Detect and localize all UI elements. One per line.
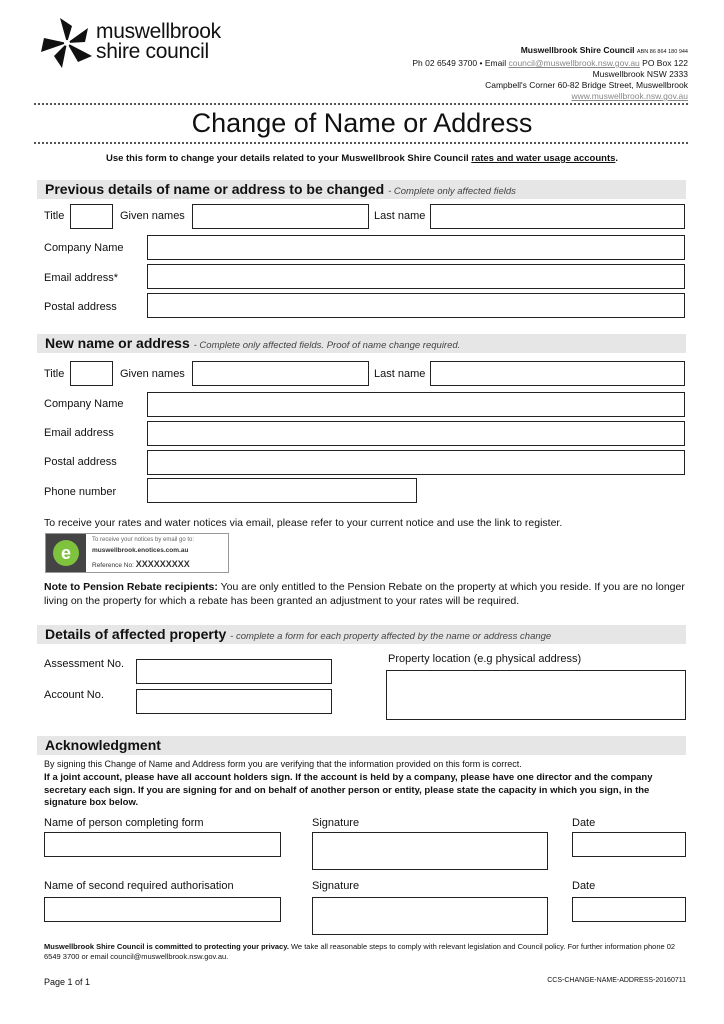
enotice-e-icon — [46, 534, 86, 572]
new-email-field[interactable] — [147, 421, 685, 446]
prev-company-field[interactable] — [147, 235, 685, 260]
prev-title-field[interactable] — [70, 204, 113, 229]
new-heading: New name or address — [45, 335, 190, 351]
person-field[interactable] — [44, 832, 281, 857]
pension-bold: Note to Pension Rebate recipients: — [44, 581, 218, 593]
ack-heading: Acknowledgment — [45, 737, 161, 753]
account-label: Account No. — [44, 689, 104, 701]
council-logo-icon — [38, 16, 96, 70]
second-label: Name of second required authorisation — [44, 880, 234, 892]
page-number: Page 1 of 1 — [44, 977, 91, 987]
new-last-field[interactable] — [430, 361, 685, 386]
privacy-text: We take all reasonable steps to comply with relevant legislation and Council policy. For further information phone 02 6549 3700 or email council@muswellbrook.nsw.gov.au. — [44, 942, 676, 961]
contact-web-link[interactable]: www.muswellbrook.nsw.gov.au — [571, 91, 688, 101]
logo-line2: shire council — [96, 40, 209, 63]
new-title-field[interactable] — [70, 361, 113, 386]
contact-suburb: Muswellbrook NSW 2333 — [592, 69, 688, 79]
intro-link: rates and water usage accounts — [471, 153, 616, 164]
assessment-field[interactable] — [136, 659, 332, 684]
previous-subheading: - Complete only affected fields — [388, 186, 516, 197]
prev-given-label: Given names — [120, 210, 185, 222]
privacy-note — [44, 942, 689, 962]
logo-line1: muswellbrook — [96, 20, 221, 43]
prev-email-field[interactable] — [147, 264, 685, 289]
contact-email-link[interactable]: council@muswellbrook.nsw.gov.au — [508, 58, 640, 68]
new-email-label: Email address — [44, 427, 114, 439]
new-given-field[interactable] — [192, 361, 369, 386]
previous-heading: Previous details of name or address to be changed — [45, 181, 385, 197]
new-given-label: Given names — [120, 368, 185, 380]
property-subheading: - complete a form for each property affected by the name or address change — [230, 631, 552, 642]
second-field[interactable] — [44, 897, 281, 922]
prev-title-label: Title — [44, 210, 65, 222]
svg-text:e: e — [60, 543, 72, 563]
new-phone-field[interactable] — [147, 478, 417, 503]
person-label: Name of person completing form — [44, 817, 204, 829]
date-label: Date — [572, 817, 596, 829]
contact-pobox: PO Box 122 — [642, 58, 688, 68]
prev-email-label: Email address* — [44, 272, 118, 284]
new-company-field[interactable] — [147, 392, 685, 417]
intro-post: . — [615, 153, 619, 164]
section-ack — [37, 736, 686, 755]
account-field[interactable] — [136, 689, 332, 714]
new-title-label: Title — [44, 368, 65, 380]
prev-postal-label: Postal address — [44, 301, 117, 313]
signature-label: Signature — [312, 817, 360, 829]
enotice-logo-tile — [46, 534, 86, 572]
location-label: Property location (e.g physical address) — [388, 653, 582, 665]
title-divider — [34, 142, 688, 144]
enotice-text: To receive your rates and water notices via email, please refer to your current notice and use the link to register. — [44, 517, 563, 529]
new-phone-label: Phone number — [44, 486, 117, 498]
intro-pre: Use this form to change your details related to your Muswellbrook Shire Council — [105, 153, 472, 164]
form-title: Change of Name or Address — [191, 108, 533, 138]
ack-p2: If a joint account, please have all account holders sign. If the account is held by a company, please have one director and the company secretary each sign. If you are signing for and on behalf of another person or entity, please state the capacity in which you sign, in the signature box below. — [44, 772, 653, 808]
form-code: CCS-CHANGE-NAME-ADDRESS-20160711 — [547, 977, 686, 984]
section-property — [37, 625, 686, 644]
prev-last-label: Last name — [374, 210, 426, 222]
enotice-badge — [45, 533, 229, 573]
new-postal-label: Postal address — [44, 456, 117, 468]
new-last-label: Last name — [374, 368, 426, 380]
prev-given-field[interactable] — [192, 204, 369, 229]
enotice-ref-value: XXXXXXXXX — [135, 559, 190, 569]
location-field[interactable] — [386, 670, 686, 720]
contact-abn: ABN 86 864 180 944 — [636, 49, 688, 55]
enotice-badge-line1: To receive your notices by email go to: — [92, 537, 195, 543]
ack-p1: By signing this Change of Name and Address form you are verifying that the information provided on this form is correct. — [44, 759, 522, 769]
date2-field[interactable] — [572, 897, 686, 922]
new-subheading: - Complete only affected fields. Proof of name change required. — [193, 340, 461, 351]
enotice-ref-label: Reference No: — [92, 562, 134, 569]
signature2-label: Signature — [312, 880, 360, 892]
new-postal-field[interactable] — [147, 450, 685, 475]
prev-postal-field[interactable] — [147, 293, 685, 318]
enotice-badge-line2: muswellbrook.enotices.com.au — [92, 547, 189, 554]
date-field[interactable] — [572, 832, 686, 857]
assessment-label: Assessment No. — [44, 658, 125, 670]
contact-phone: Ph 02 6549 3700 • Email — [412, 58, 507, 68]
privacy-bold: Muswellbrook Shire Council is committed to protecting your privacy. — [44, 942, 289, 951]
prev-company-label: Company Name — [44, 242, 124, 254]
section-previous — [37, 180, 686, 199]
signature-field[interactable] — [312, 832, 548, 870]
enotice-ref — [92, 559, 190, 569]
property-heading: Details of affected property — [45, 626, 227, 642]
pension-note — [44, 580, 686, 608]
intro-text — [0, 153, 724, 164]
new-company-label: Company Name — [44, 398, 124, 410]
date2-label: Date — [572, 880, 596, 892]
top-divider — [34, 103, 688, 105]
logo-text — [96, 22, 221, 62]
prev-last-field[interactable] — [430, 204, 685, 229]
section-new — [37, 334, 686, 353]
contact-org: Muswellbrook Shire Council — [520, 45, 635, 55]
contact-street: Campbell's Corner 60-82 Bridge Street, Muswellbrook — [485, 80, 688, 90]
signature2-field[interactable] — [312, 897, 548, 935]
pension-text: You are only entitled to the Pension Rebate on the property at which you reside. If you are no longer living on the property for which a rebate has been granted an adjustment to your rates will be required. — [44, 581, 685, 607]
contact-block — [412, 45, 688, 102]
